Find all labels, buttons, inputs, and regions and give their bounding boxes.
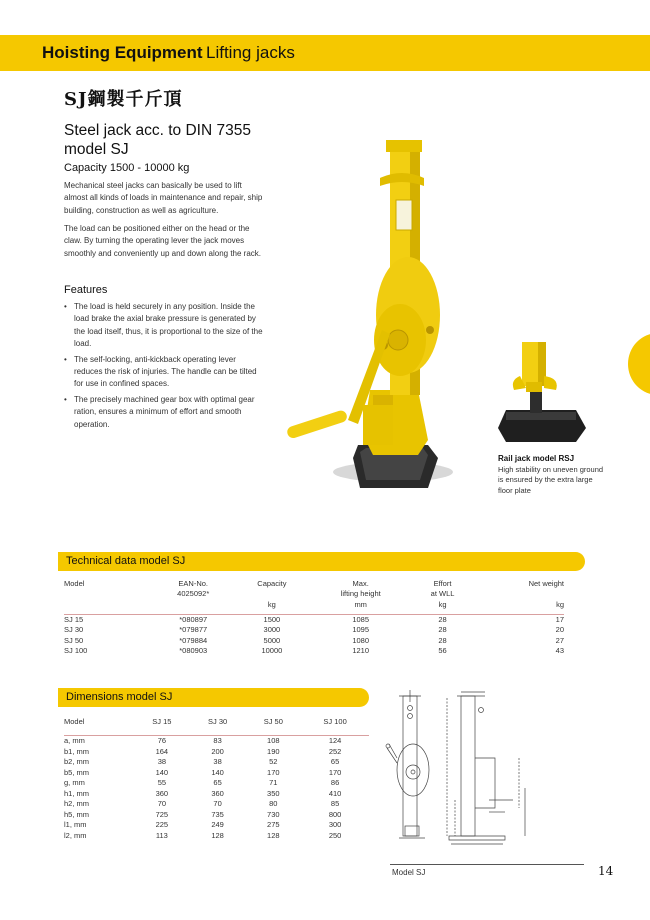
table-cell: 1210 (352, 646, 370, 656)
table-cell: 360 (155, 788, 169, 798)
table-cell: 70 (213, 799, 222, 808)
table-cell: 1500 (263, 614, 281, 624)
chinese-title: SJ鋼製千斤頂 (64, 89, 183, 110)
features-list (64, 301, 264, 434)
features-heading: Features (64, 284, 108, 296)
table-row (64, 646, 564, 657)
tech-data-title: Technical data model SJ (66, 555, 186, 567)
table-cell: 350 (267, 788, 280, 798)
tech-head-cell (64, 600, 152, 615)
tech-head-cell: Effort (433, 579, 452, 588)
table-cell: 300 (328, 820, 342, 829)
tech-head-cell: lifting height (340, 589, 381, 599)
table-row (64, 625, 564, 636)
table-cell: 71 (269, 778, 278, 787)
rail-jack-title: Rail jack model RSJ (498, 454, 575, 463)
tech-head-cell: Capacity (257, 579, 287, 588)
table-cell: 250 (328, 830, 342, 840)
intro-paragraph-1: Mechanical steel jacks can basically be used to lift almost all kinds of loads in maintenance and repair, ship building, construction as well as agriculture. (64, 181, 263, 215)
table-row (64, 799, 369, 810)
steel-jack-photo (278, 140, 478, 500)
table-cell: 3000 (263, 625, 281, 635)
product-title: Steel jack acc. to DIN 7355 model SJ (64, 122, 251, 158)
table-row (64, 747, 369, 758)
table-cell: SJ 50 (64, 635, 84, 645)
dim-head-row (64, 716, 369, 736)
table-cell: 800 (328, 809, 342, 819)
table-cell: *080897 (179, 614, 208, 624)
table-cell: 65 (330, 757, 340, 766)
table-cell: 65 (213, 778, 222, 787)
table-cell: 124 (328, 736, 342, 745)
table-row (64, 778, 369, 789)
table-cell: 80 (269, 799, 278, 808)
table-cell: l2, mm (64, 830, 87, 840)
feature-item: • The load is held securely in any position. Inside the load brake the axial brake pressure is generated by the load itself, thus, it is proportional to the size of the load. (64, 301, 264, 351)
table-cell: 140 (155, 767, 169, 777)
table-cell: 113 (155, 830, 168, 840)
table-cell: 410 (328, 788, 342, 798)
table-cell: 225 (155, 820, 169, 829)
table-cell: *080903 (179, 646, 208, 656)
rail-jack-caption (498, 454, 608, 496)
dimensions-table (64, 716, 369, 841)
table-row (64, 820, 369, 831)
table-cell: SJ 30 (64, 625, 84, 635)
dim-head-cell: SJ 15 (152, 717, 172, 726)
tech-head-cell: mm (354, 599, 367, 609)
table-cell: 1095 (352, 625, 370, 635)
capacity-subtitle: Capacity 1500 - 10000 kg (64, 162, 190, 174)
table-cell: 56 (438, 646, 447, 656)
table-cell: 128 (211, 830, 224, 840)
page-number: 14 (598, 864, 614, 878)
table-cell: a, mm (64, 736, 85, 745)
rail-jack-photo (496, 338, 588, 448)
intro-paragraph-2: The load can be positioned either on the head or the claw. By turning the operating lever the jack moves smoothly and conveniently up and down along the rack. (64, 224, 262, 258)
table-cell: 108 (267, 736, 280, 745)
table-cell: 170 (328, 767, 342, 777)
tech-head-row-1 (64, 579, 564, 589)
table-cell: 85 (330, 799, 340, 808)
table-cell: 5000 (263, 635, 281, 645)
table-cell: 28 (438, 625, 447, 635)
tech-head-cell: kg (438, 599, 447, 609)
feature-item: • The precisely machined gear box with optimal gear ration, ensures a minimum of effort and smooth operation. (64, 394, 264, 431)
table-cell: 128 (267, 830, 280, 840)
table-cell: h5, mm (64, 809, 90, 819)
table-cell: 200 (211, 746, 224, 756)
table-cell: h1, mm (64, 788, 90, 798)
table-cell: *079877 (179, 625, 208, 635)
table-cell: 190 (267, 746, 280, 756)
table-cell: 20 (555, 625, 564, 635)
tech-head-cell: 4025092* (177, 589, 210, 599)
feature-item: • The self-locking, anti-kickback operating lever reduces the risk of injuries. The handle can be tilted for use in confined spaces. (64, 354, 264, 391)
table-cell: 735 (211, 809, 224, 819)
chapter-tab-marker (628, 333, 650, 395)
subcategory-title: Lifting jacks (206, 43, 295, 62)
table-cell: 55 (157, 778, 167, 787)
table-cell: 28 (438, 614, 447, 624)
table-cell: 27 (555, 635, 564, 645)
table-cell: 52 (269, 757, 278, 766)
header-band (0, 35, 650, 71)
table-cell: 170 (267, 767, 280, 777)
table-cell: 17 (555, 614, 564, 624)
table-cell: 70 (157, 799, 167, 808)
tech-head-cell: EAN-No. (178, 579, 209, 588)
dimensions-title: Dimensions model SJ (66, 691, 173, 703)
table-cell: 275 (267, 820, 280, 829)
table-cell: 86 (330, 778, 340, 787)
dimensions-section-band (58, 688, 369, 707)
tech-head-cell: kg (556, 599, 564, 609)
table-cell: b1, mm (64, 746, 90, 756)
tech-head-cell: Model (64, 579, 85, 588)
table-row (64, 768, 369, 779)
table-row (64, 789, 369, 800)
table-cell: g, mm (64, 778, 85, 787)
tech-head-cell: Max. (352, 579, 369, 588)
dim-head-cell: SJ 50 (263, 717, 283, 726)
table-cell: b2, mm (64, 757, 90, 766)
table-cell: 38 (157, 757, 167, 766)
tech-head-cell: at WLL (430, 589, 455, 599)
dim-head-cell: SJ 100 (323, 717, 347, 726)
table-cell: h2, mm (64, 799, 90, 808)
table-cell: 164 (155, 746, 169, 756)
tech-head-row-3 (64, 600, 564, 615)
table-cell: 38 (213, 757, 222, 766)
tech-data-section-band (58, 552, 585, 571)
model-sj-dimension-drawing (385, 688, 535, 848)
tech-head-cell (64, 589, 152, 599)
dim-head-cell: Model (64, 717, 85, 726)
table-cell: 83 (213, 736, 222, 745)
table-cell: SJ 100 (64, 646, 88, 656)
table-cell: SJ 15 (64, 614, 84, 624)
rail-jack-description: High stability on uneven ground is ensured by the extra large floor plate (498, 464, 604, 495)
table-row (64, 831, 369, 842)
table-cell: 10000 (261, 646, 283, 656)
table-cell: 43 (555, 646, 564, 656)
table-cell: 730 (267, 809, 280, 819)
table-cell: 1085 (352, 614, 370, 624)
drawing-caption: Model SJ (392, 868, 426, 877)
tech-head-row-2 (64, 589, 564, 599)
table-cell: *079884 (179, 635, 208, 645)
tech-head-cell (473, 589, 564, 599)
dim-head-cell: SJ 30 (207, 717, 228, 726)
tech-data-table (64, 579, 564, 657)
tech-head-cell: kg (267, 599, 276, 609)
table-cell: 249 (211, 820, 224, 829)
tech-head-cell (234, 589, 309, 599)
drawing-rule (390, 864, 584, 865)
table-row (64, 810, 369, 821)
tech-head-cell (152, 600, 234, 615)
table-cell: 28 (438, 635, 447, 645)
category-title: Hoisting Equipment (42, 43, 203, 62)
table-row (64, 636, 564, 647)
table-cell: 360 (211, 788, 224, 798)
table-cell: l1, mm (64, 820, 87, 829)
table-cell: 76 (157, 736, 167, 745)
table-row (64, 757, 369, 768)
table-row (64, 615, 564, 626)
table-cell: 725 (155, 809, 169, 819)
table-cell: 252 (328, 746, 342, 756)
table-cell: 1080 (352, 635, 370, 645)
table-row (64, 736, 369, 747)
table-cell: 140 (211, 767, 224, 777)
tech-head-cell: Net weight (528, 579, 564, 588)
table-cell: b5, mm (64, 767, 90, 777)
